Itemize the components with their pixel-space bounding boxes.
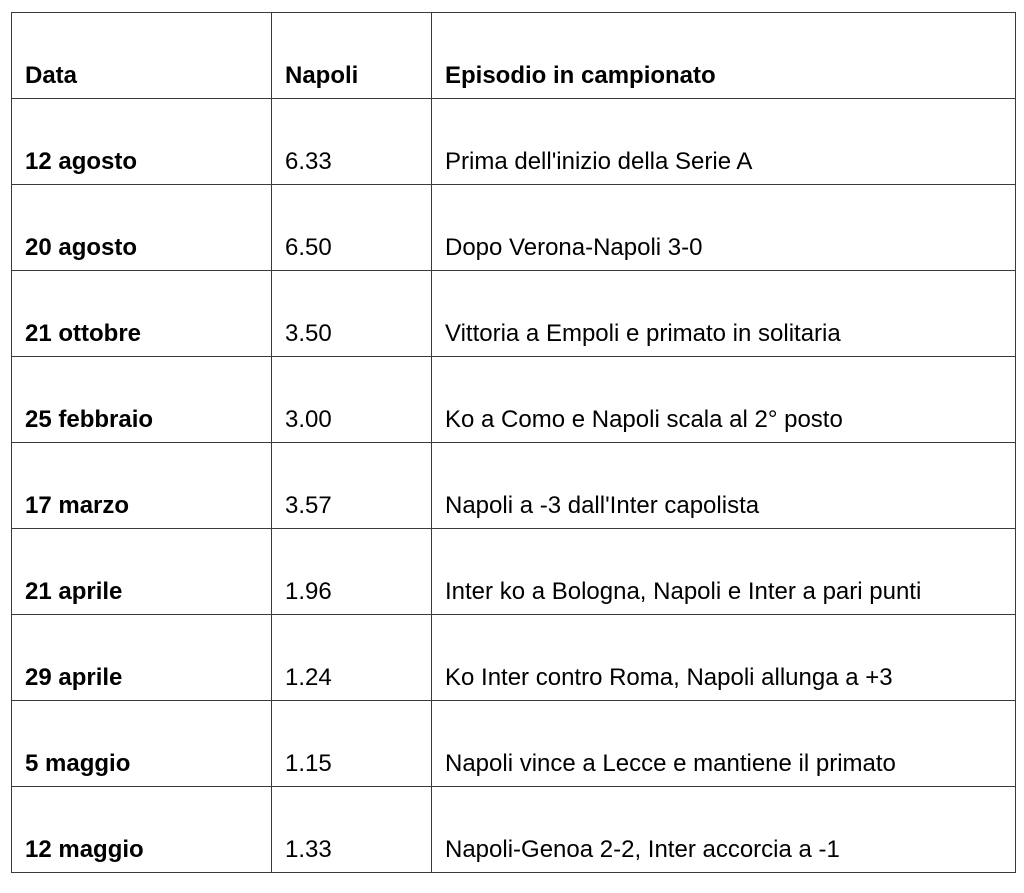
table-row [12, 99, 1016, 185]
odds-table [11, 12, 1016, 873]
episode-cell: Napoli vince a Lecce e mantiene il primato [432, 701, 1016, 787]
table-row [12, 787, 1016, 873]
date-cell: 29 aprile [12, 615, 272, 701]
table-row [12, 357, 1016, 443]
table-row [12, 185, 1016, 271]
episode-cell: Prima dell'inizio della Serie A [432, 99, 1016, 185]
table-header [12, 13, 1016, 99]
table-row [12, 443, 1016, 529]
episode-cell: Napoli-Genoa 2-2, Inter accorcia a -1 [432, 787, 1016, 873]
header-episode: Episodio in campionato [432, 13, 1016, 99]
episode-cell: Ko a Como e Napoli scala al 2° posto [432, 357, 1016, 443]
date-cell: 12 agosto [12, 99, 272, 185]
date-cell: 21 ottobre [12, 271, 272, 357]
episode-cell: Napoli a -3 dall'Inter capolista [432, 443, 1016, 529]
napoli-odds-cell: 3.57 [272, 443, 432, 529]
napoli-odds-cell: 1.15 [272, 701, 432, 787]
date-cell: 25 febbraio [12, 357, 272, 443]
napoli-odds-cell: 3.50 [272, 271, 432, 357]
date-cell: 20 agosto [12, 185, 272, 271]
napoli-odds-cell: 1.33 [272, 787, 432, 873]
napoli-odds-cell: 1.24 [272, 615, 432, 701]
table-row [12, 615, 1016, 701]
napoli-odds-cell: 1.96 [272, 529, 432, 615]
header-napoli: Napoli [272, 13, 432, 99]
table-row [12, 529, 1016, 615]
table-body [12, 99, 1016, 873]
header-row [12, 13, 1016, 99]
date-cell: 5 maggio [12, 701, 272, 787]
episode-cell: Vittoria a Empoli e primato in solitaria [432, 271, 1016, 357]
napoli-odds-cell: 3.00 [272, 357, 432, 443]
date-cell: 17 marzo [12, 443, 272, 529]
table-row [12, 271, 1016, 357]
table-row [12, 701, 1016, 787]
date-cell: 12 maggio [12, 787, 272, 873]
episode-cell: Inter ko a Bologna, Napoli e Inter a pari punti [432, 529, 1016, 615]
episode-cell: Ko Inter contro Roma, Napoli allunga a +3 [432, 615, 1016, 701]
episode-cell: Dopo Verona-Napoli 3-0 [432, 185, 1016, 271]
date-cell: 21 aprile [12, 529, 272, 615]
napoli-odds-cell: 6.50 [272, 185, 432, 271]
header-date: Data [12, 13, 272, 99]
napoli-odds-cell: 6.33 [272, 99, 432, 185]
